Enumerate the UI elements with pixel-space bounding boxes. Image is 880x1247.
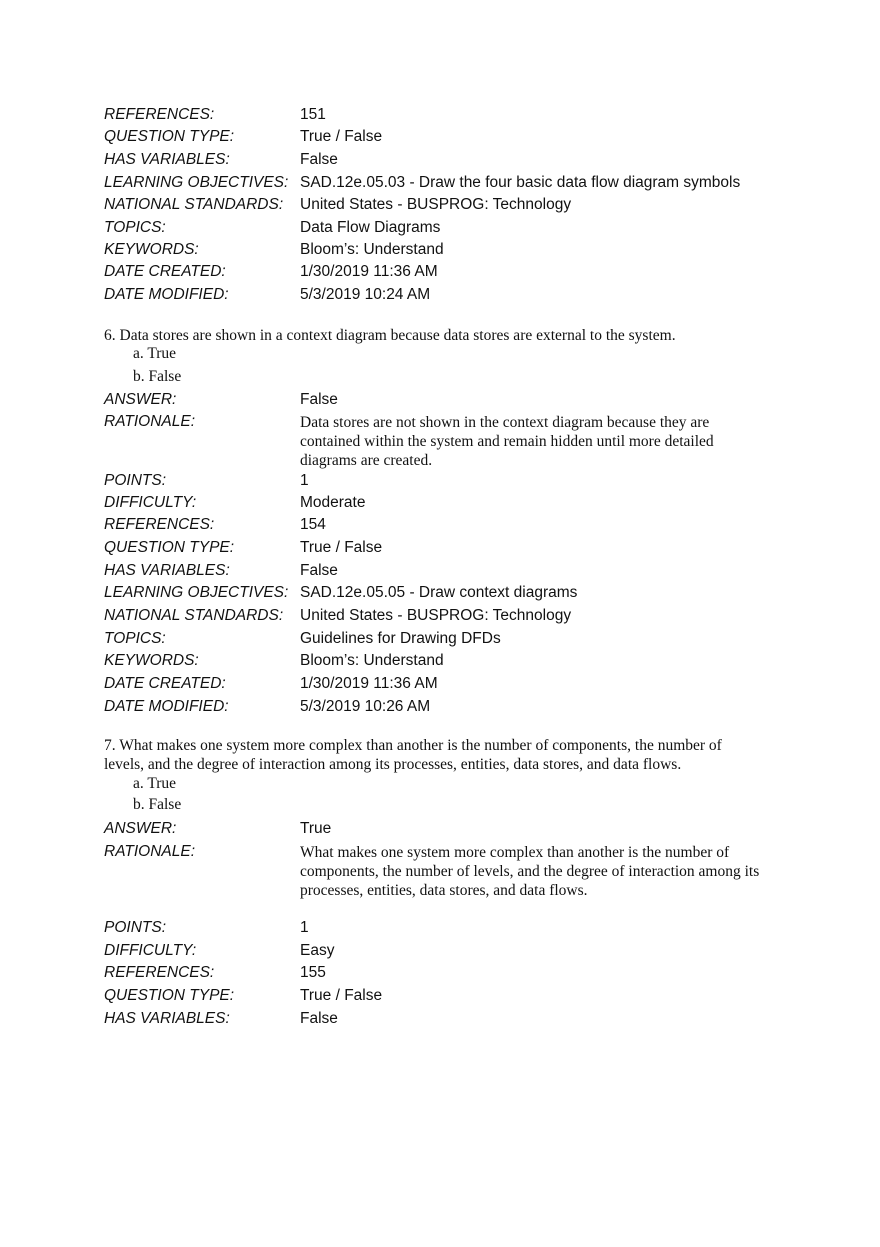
field-label: DATE CREATED: [104,675,226,692]
field-label: NATIONAL STANDARDS: [104,607,284,624]
q6-rationale-text [300,413,780,470]
q6-answer-row [104,389,804,411]
field-value: 1/30/2019 11:36 AM [300,675,438,692]
field-label: RATIONALE: [104,413,196,430]
field-value: False [300,1010,338,1027]
rationale-line: What makes one system more complex than another is the number of [300,844,730,861]
q6-has-variables-row [104,560,804,582]
field-value: United States - BUSPROG: Technology [300,196,572,213]
field-label: DIFFICULTY: [104,942,197,959]
field-label: NATIONAL STANDARDS: [104,196,284,213]
q5-date-created-row [104,261,804,283]
field-label: HAS VARIABLES: [104,1010,230,1027]
field-value: False [300,562,338,579]
field-value: United States - BUSPROG: Technology [300,607,572,624]
q6-question-text: 6. Data stores are shown in a context diagram because data stores are external to the system. [104,327,676,344]
field-value: True [300,820,332,837]
field-value: 154 [300,516,326,533]
field-value: Easy [300,942,335,959]
field-value: Bloom’s: Understand [300,241,444,258]
rationale-line: processes, entities, data stores, and data flows. [300,882,588,899]
field-value: True / False [300,539,383,556]
field-value: Guidelines for Drawing DFDs [300,630,501,647]
field-label: LEARNING OBJECTIVES: [104,174,289,191]
field-value: True / False [300,128,383,145]
field-value: SAD.12e.05.03 - Draw the four basic data flow diagram symbols [300,174,741,191]
q5-references-row [104,104,804,126]
q6-date-created-row [104,673,804,695]
q7-option-a: a. True [133,775,177,792]
field-label: DATE MODIFIED: [104,698,229,715]
field-value: Data Flow Diagrams [300,219,441,236]
rationale-line: components, the number of levels, and the degree of interaction among its [300,863,760,880]
q5-learning-objectives-row [104,172,804,194]
field-label: REFERENCES: [104,964,215,981]
rationale-line: contained within the system and remain hidden until more detailed [300,433,714,450]
field-label: KEYWORDS: [104,652,199,669]
q6-option-a: a. True [133,345,177,362]
q7-answer-row [104,818,804,840]
field-label: HAS VARIABLES: [104,562,230,579]
q5-question-type-row [104,126,804,148]
field-value: 151 [300,106,326,123]
q7-has-variables-row [104,1008,804,1030]
field-label: ANSWER: [104,820,177,837]
field-value: Moderate [300,494,366,511]
q5-national-standards-row [104,194,804,216]
q5-topics-row [104,217,804,239]
field-label: HAS VARIABLES: [104,151,230,168]
q5-date-modified-row [104,284,804,306]
field-label: QUESTION TYPE: [104,128,235,145]
q6-question-type-row [104,537,804,559]
q7-question-text [104,736,784,774]
q6-keywords-row [104,650,804,672]
question-line: levels, and the degree of interaction among its processes, entities, data stores, and data flows. [104,756,682,773]
q6-points-row [104,470,804,492]
question-line: 7. What makes one system more complex than another is the number of components, the number of [104,737,722,754]
q7-points-row [104,917,804,939]
field-label: QUESTION TYPE: [104,987,235,1004]
q6-learning-objectives-row [104,582,804,604]
q7-option-b: b. False [133,796,182,813]
field-label: POINTS: [104,919,167,936]
field-value: 5/3/2019 10:24 AM [300,286,431,303]
q6-difficulty-row [104,492,804,514]
field-value: 1 [300,472,309,489]
rationale-line: diagrams are created. [300,452,433,469]
q6-national-standards-row [104,605,804,627]
field-label: KEYWORDS: [104,241,199,258]
field-label: DATE MODIFIED: [104,286,229,303]
q6-references-row [104,514,804,536]
field-label: LEARNING OBJECTIVES: [104,584,289,601]
field-label: DATE CREATED: [104,263,226,280]
field-value: 5/3/2019 10:26 AM [300,698,431,715]
field-label: RATIONALE: [104,843,196,860]
q7-rationale-text [300,843,780,900]
q7-question-type-row [104,985,804,1007]
field-label: REFERENCES: [104,516,215,533]
field-value: False [300,391,338,408]
q7-difficulty-row [104,940,804,962]
field-value: False [300,151,338,168]
field-label: TOPICS: [104,219,166,236]
field-value: True / False [300,987,383,1004]
field-value: Bloom’s: Understand [300,652,444,669]
field-value: SAD.12e.05.05 - Draw context diagrams [300,584,578,601]
field-value: 1/30/2019 11:36 AM [300,263,438,280]
q6-topics-row [104,628,804,650]
q5-keywords-row [104,239,804,261]
q6-option-b: b. False [133,368,182,385]
field-label: TOPICS: [104,630,166,647]
q7-references-row [104,962,804,984]
field-value: 155 [300,964,326,981]
field-label: POINTS: [104,472,167,489]
rationale-line: Data stores are not shown in the context diagram because they are [300,414,710,431]
field-label: REFERENCES: [104,106,215,123]
field-label: QUESTION TYPE: [104,539,235,556]
field-label: ANSWER: [104,391,177,408]
field-label: DIFFICULTY: [104,494,197,511]
q6-date-modified-row [104,696,804,718]
field-value: 1 [300,919,309,936]
q5-has-variables-row [104,149,804,171]
